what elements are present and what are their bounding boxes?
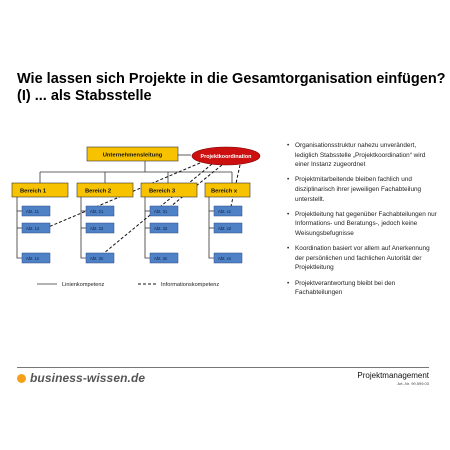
bullet-item: • Organisationsstruktur nahezu unverändert, lediglich Stabsstelle „Projektkoordination“ wird einer Instanz zugeordnet: [287, 141, 439, 170]
article-number: Art.-Nr. 99.599.03: [397, 381, 429, 386]
units-department-3: [150, 206, 178, 263]
unit-label: Abt. 2n: [90, 255, 104, 261]
unit-label: Abt. 11: [26, 208, 39, 214]
logo-dot-icon: [17, 374, 26, 383]
unit-label: Abt. 3n: [154, 255, 168, 261]
info-connectors: [46, 163, 240, 284]
footer-title: Projektmanagement: [357, 371, 429, 380]
units-department-1: [22, 206, 50, 263]
department-x: [205, 183, 250, 197]
bullet-item: • Koordination basiert vor allem auf Anerkennung der persönlichen und fachlichen Autorität der Projektleitung: [287, 244, 439, 273]
legend-info-label: Informationskompetenz: [161, 282, 220, 288]
bullet-item: • Projektverantwortung bleibt bei den Fachabteilungen: [287, 279, 439, 298]
title-line-2: (I) ... als Stabsstelle: [17, 88, 152, 104]
brand-logo: [17, 371, 145, 385]
department-3: [141, 183, 197, 197]
footer-divider: [17, 367, 429, 368]
department-label: Bereich 1: [20, 188, 47, 195]
unit-label: Abt. xn: [218, 255, 232, 261]
unit-label: Abt. 22: [90, 225, 104, 231]
unit-label: Abt. 21: [90, 208, 104, 214]
title-line-1: Wie lassen sich Projekte in die Gesamtorganisation einfügen?: [17, 71, 446, 87]
bullet-list: [287, 141, 439, 303]
department-1: [12, 183, 68, 197]
unit-label: Abt. 31: [154, 208, 168, 214]
top-management-label: Unternehmensleitung: [102, 152, 163, 159]
units-department-x: [214, 206, 242, 263]
unit-label: Abt. x2: [218, 225, 232, 231]
department-2: [77, 183, 133, 197]
department-label: Bereich 2: [85, 188, 112, 195]
unit-label: Abt. 32: [154, 225, 168, 231]
unit-label: Abt. x1: [218, 208, 232, 214]
logo-text: business-wissen.de: [30, 371, 146, 385]
unit-label: Abt. 12: [26, 225, 40, 231]
department-label: Bereich x: [211, 188, 238, 195]
staff-label: Projektkoordination: [200, 154, 252, 160]
units-department-2: [86, 206, 114, 263]
unit-label: Abt. 1n: [26, 255, 40, 261]
bullet-item: • Projektmitarbeitende bleiben fachlich und disziplinarisch ihrer jeweiligen Fachabteilung unterstellt.: [287, 175, 439, 204]
legend-line-label: Linienkompetenz: [62, 282, 105, 288]
department-label: Bereich 3: [149, 188, 176, 195]
bullet-item: • Projektleitung hat gegenüber Fachabteilungen nur Informations- und Beratungs-, jedoch keine Weisungsbefugnisse: [287, 210, 439, 239]
